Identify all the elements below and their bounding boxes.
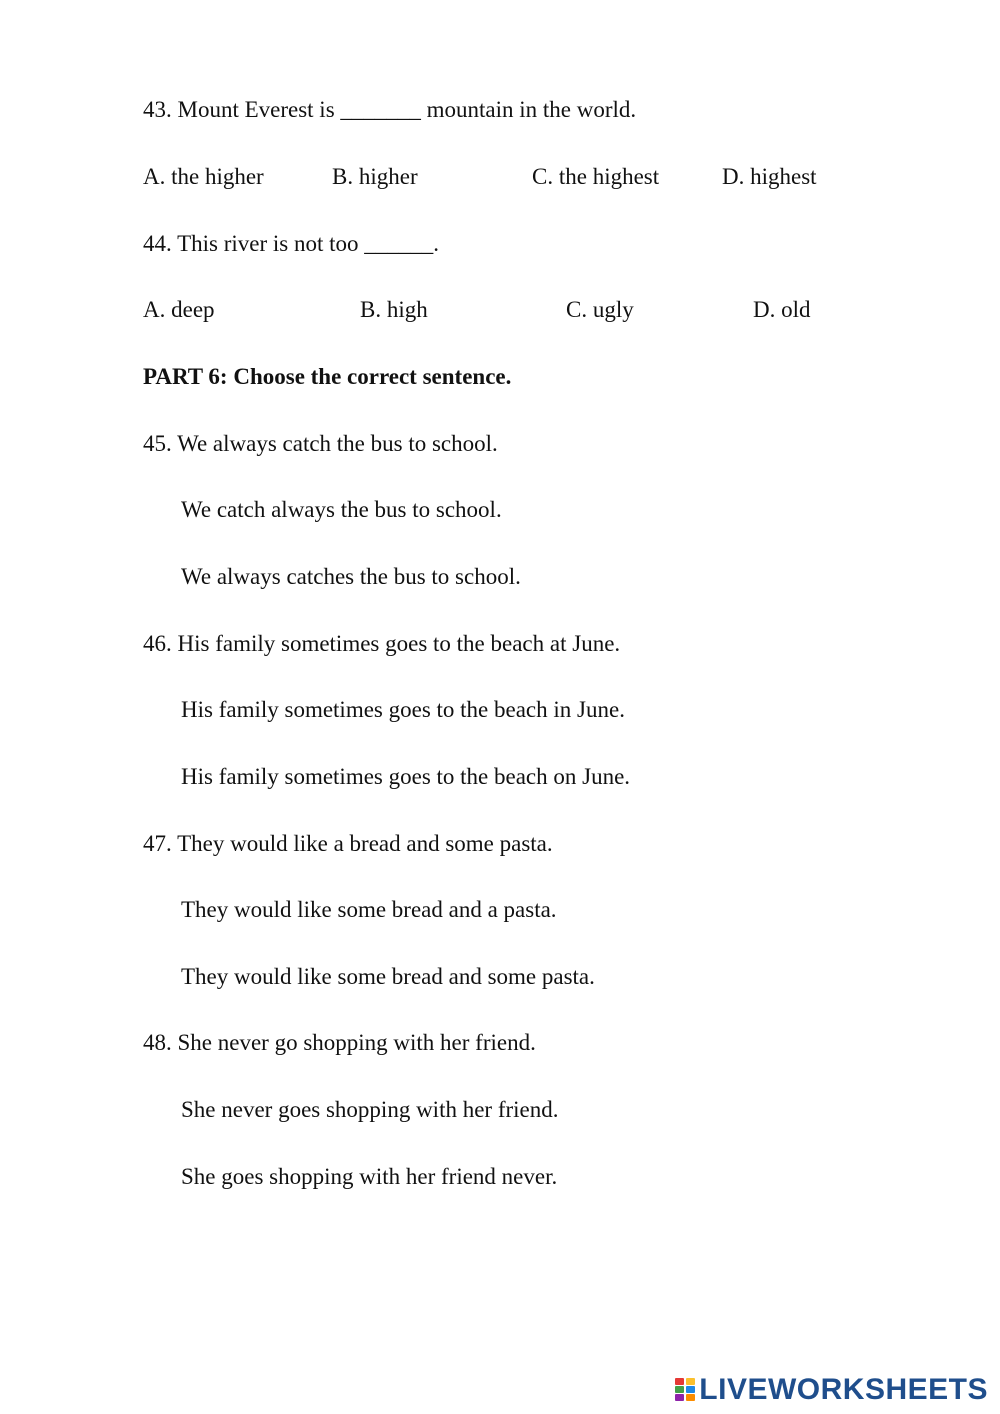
q48-sentence-1[interactable]: 48. She never go shopping with her friend. [143,1030,536,1055]
part-6-heading: PART 6: Choose the correct sentence. [143,364,512,389]
q44-option-d[interactable]: D. old [753,297,811,322]
liveworksheets-watermark [675,1372,988,1408]
logo-square [675,1386,684,1393]
question-44-stem: 44. This river is not too ______. [143,231,440,256]
logo-square [686,1386,695,1393]
logo-square [675,1378,684,1385]
question-43-stem: 43. Mount Everest is _______ mountain in the world. [143,97,637,122]
q47-sentence-2[interactable]: They would like some bread and a pasta. [181,897,557,922]
liveworksheets-logo-icon [675,1378,695,1402]
q47-sentence-3[interactable]: They would like some bread and some pasta. [181,964,595,989]
q45-sentence-2[interactable]: We catch always the bus to school. [181,497,502,522]
logo-square [675,1394,684,1401]
q44-option-a[interactable]: A. deep [143,297,215,322]
q45-sentence-1[interactable]: 45. We always catch the bus to school. [143,431,498,456]
q44-option-b[interactable]: B. high [360,297,428,322]
q45-sentence-3[interactable]: We always catches the bus to school. [181,564,521,589]
q47-sentence-1[interactable]: 47. They would like a bread and some pasta. [143,831,553,856]
logo-square [686,1378,695,1385]
logo-square [686,1394,695,1401]
q48-sentence-3[interactable]: She goes shopping with her friend never. [181,1164,558,1189]
liveworksheets-logo-text: LIVEWORKSHEETS [699,1373,988,1406]
q48-sentence-2[interactable]: She never goes shopping with her friend. [181,1097,559,1122]
q46-sentence-3[interactable]: His family sometimes goes to the beach on June. [181,764,631,789]
q43-option-c[interactable]: C. the highest [532,164,660,189]
q43-option-d[interactable]: D. highest [722,164,817,189]
q43-option-a[interactable]: A. the higher [143,164,264,189]
q46-sentence-1[interactable]: 46. His family sometimes goes to the beach at June. [143,631,621,656]
q46-sentence-2[interactable]: His family sometimes goes to the beach in June. [181,697,625,722]
q43-option-b[interactable]: B. higher [332,164,418,189]
q44-option-c[interactable]: C. ugly [566,297,634,322]
